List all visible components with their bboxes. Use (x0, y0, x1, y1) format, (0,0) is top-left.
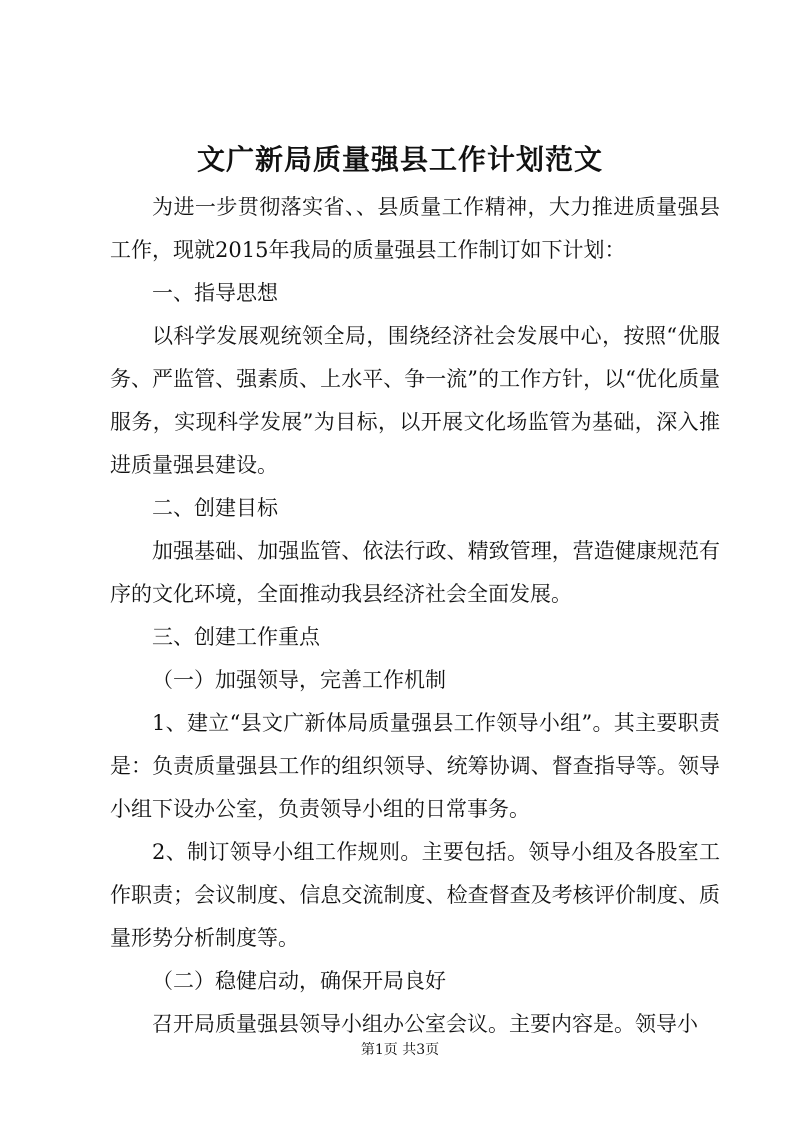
item-1-paragraph: 1、建立“县文广新体局质量强县工作领导小组”。其主要职责是：负责质量强县工作的组织领导、统筹协调、督查指导等。领导小组下设办公室，负责领导小组的日常事务。 (110, 711, 720, 821)
guiding-ideology-paragraph: 以科学发展观统领全局，围绕经济社会发展中心，按照“优服务、严监管、强素质、上水平、争一流”的工作方针，以“优化质量服务，实现科学发展”为目标，以开展文化场监管为基础，深入推进质量强县建设。 (110, 324, 720, 477)
meeting-paragraph: 召开局质量强县领导小组办公室会议。主要内容是。领导小 (152, 1012, 698, 1036)
document-body (110, 186, 720, 1046)
section-heading-guiding-ideology: 一、指导思想 (152, 281, 278, 305)
subsection-heading-launch: （二）稳健启动，确保开局良好 (152, 969, 446, 993)
page-footer: 第1页 共3页 (360, 1042, 440, 1058)
subsection-heading-leadership: （一）加强领导，完善工作机制 (152, 668, 446, 692)
goals-paragraph: 加强基础、加强监管、依法行政、精致管理，营造健康规范有序的文化环境，全面推动我县经济社会全面发展。 (110, 539, 720, 606)
document-title: 文广新局质量强县工作计划范文 (196, 143, 603, 176)
section-heading-key-work: 三、创建工作重点 (152, 625, 320, 649)
section-heading-goals: 二、创建目标 (152, 496, 278, 520)
item-2-paragraph: 2、制订领导小组工作规则。主要包括。领导小组及各股室工作职责；会议制度、信息交流制度、检查督查及考核评价制度、质量形势分析制度等。 (110, 840, 720, 950)
intro-paragraph: 为进一步贯彻落实省、、县质量工作精神，大力推进质量强县工作，现就2015年我局的质量强县工作制订如下计划： (110, 195, 720, 262)
